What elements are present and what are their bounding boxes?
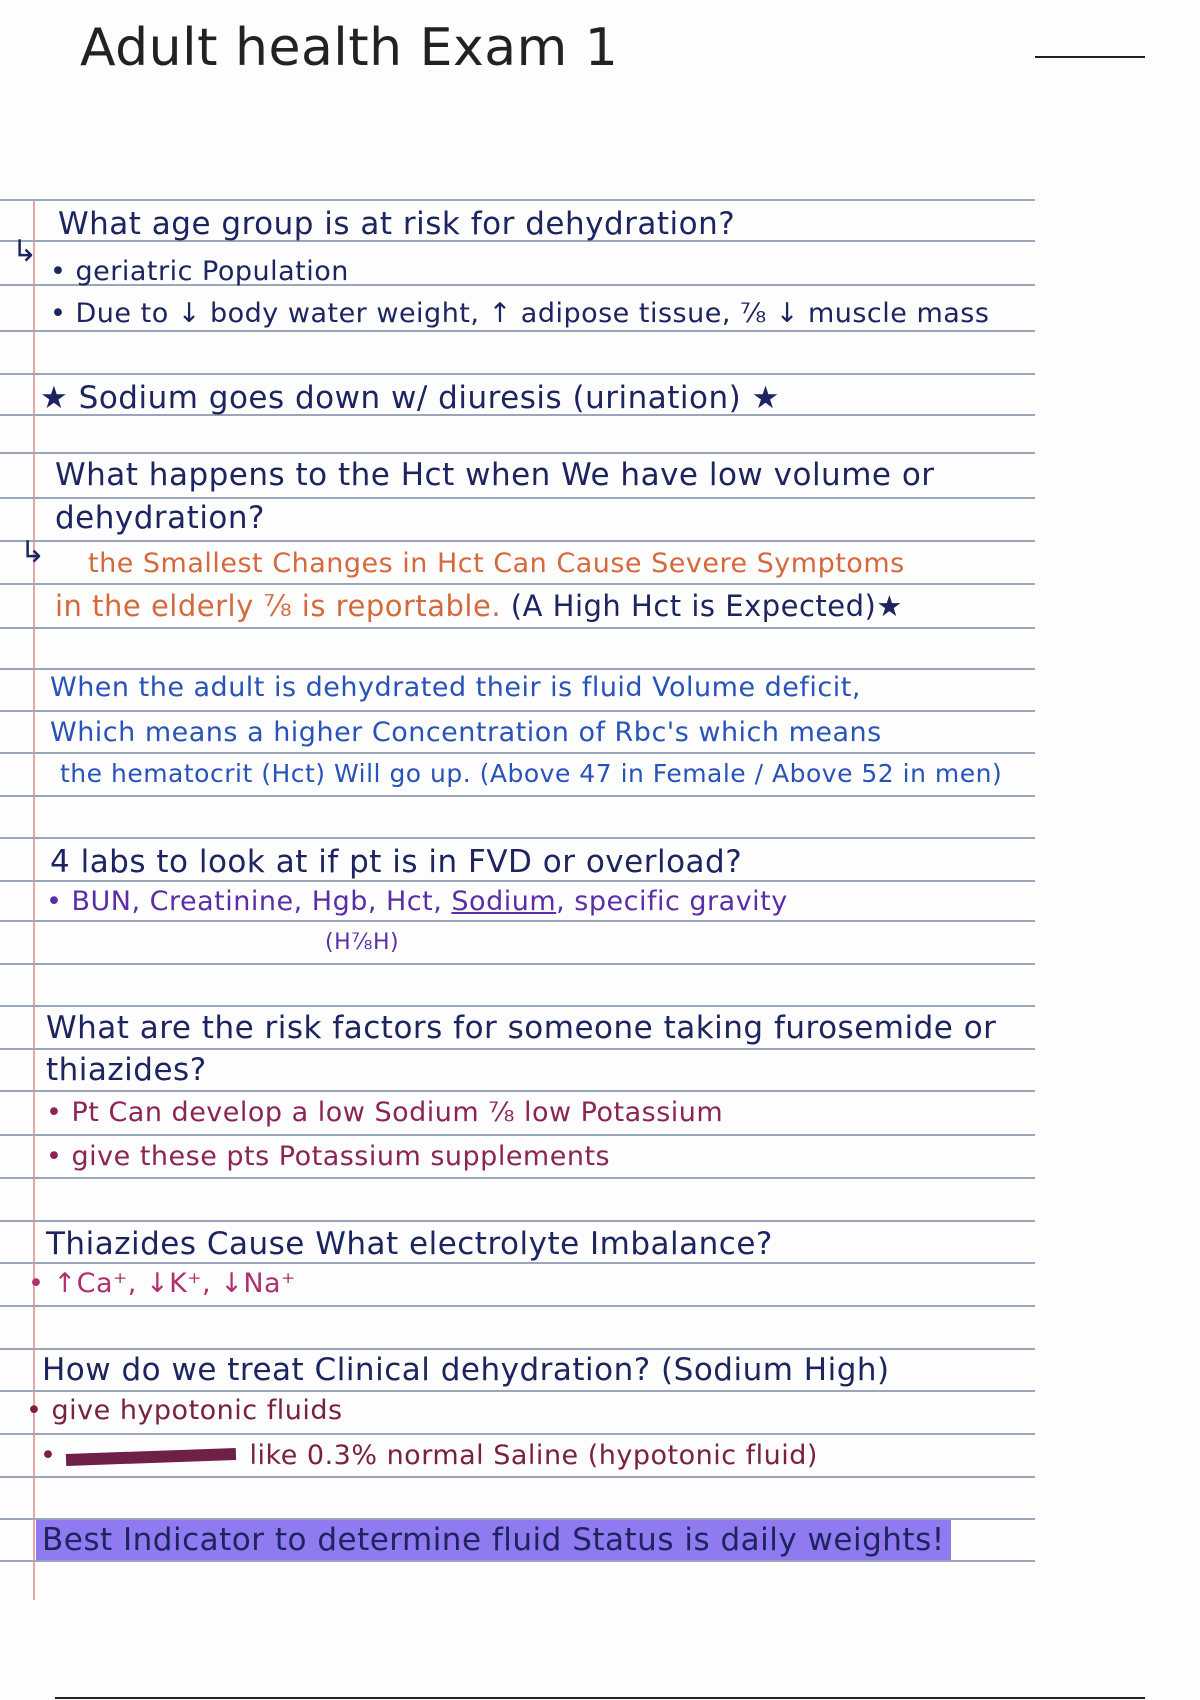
ruled-line (0, 199, 1035, 201)
question-risk-factors-line2: thiazides? (46, 1052, 207, 1088)
answer-low-sodium-potassium: • Pt Can develop a low Sodium ⅞ low Potassium (46, 1097, 724, 1128)
ruled-line (0, 1560, 1035, 1562)
ruled-line (0, 710, 1035, 712)
ruled-line (0, 1090, 1035, 1092)
answer-labs (46, 886, 788, 917)
ruled-line (0, 963, 1035, 965)
ruled-line (0, 1262, 1035, 1264)
ruled-line (0, 837, 1035, 839)
ruled-line (0, 497, 1035, 499)
ruled-line (0, 920, 1035, 922)
answer-labs-suffix: , specific gravity (556, 886, 788, 917)
question-thiazides-imbalance: Thiazides Cause What electrolyte Imbalance? (46, 1226, 773, 1262)
ruled-line (0, 1305, 1035, 1307)
question-risk-factors-line1: What are the risk factors for someone taking furosemide or (46, 1010, 997, 1046)
ruled-line (0, 795, 1035, 797)
ruled-line (0, 583, 1035, 585)
ruled-line (0, 1348, 1035, 1350)
ruled-line (0, 668, 1035, 670)
answer-hct-reportable: in the elderly ⅞ is reportable. (55, 589, 502, 623)
answer-normal-saline-text: like 0.3% normal Saline (hypotonic fluid) (249, 1440, 818, 1471)
answer-hct-expected: (A High Hct is Expected)★ (510, 589, 903, 623)
ruled-line (0, 1134, 1035, 1136)
bottom-rule-mark (55, 1697, 1145, 1699)
page-title: Adult health Exam 1 (80, 18, 619, 78)
answer-electrolytes: • ↑Ca⁺, ↓K⁺, ↓Na⁺ (28, 1268, 296, 1299)
question-four-labs: 4 labs to look at if pt is in FVD or overload? (50, 844, 743, 880)
answer-normal-saline (40, 1440, 818, 1471)
ruled-line (0, 1005, 1035, 1007)
ruled-line (0, 1476, 1035, 1478)
note-dehydrated-line2: Which means a higher Concentration of Rbc's which means (50, 717, 882, 748)
answer-labs-sodium: Sodium (451, 886, 557, 917)
scribble-out-mark (65, 1448, 235, 1466)
ruled-line (0, 627, 1035, 629)
answer-due-to: • Due to ↓ body water weight, ↑ adipose tissue, ⅞ ↓ muscle mass (50, 298, 990, 329)
answer-geriatric: • geriatric Population (50, 256, 349, 287)
ruled-line (0, 452, 1035, 454)
highlighted-best-indicator (36, 1522, 951, 1558)
ruled-line (0, 1177, 1035, 1179)
answer-hct-line2 (55, 589, 903, 623)
question-treat-dehydration: How do we treat Clinical dehydration? (Sodium High) (42, 1352, 890, 1388)
question-dehydration-age: What age group is at risk for dehydration? (58, 206, 736, 242)
best-indicator-text: Best Indicator to determine fluid Status is daily weights! (36, 1520, 951, 1560)
ruled-line (0, 330, 1035, 332)
ruled-line (0, 1220, 1035, 1222)
ruled-line (0, 540, 1035, 542)
answer-hypotonic-fluids: • give hypotonic fluids (26, 1395, 343, 1426)
note-dehydrated-line3: the hematocrit (Hct) Will go up. (Above 47 in Female / Above 52 in men) (60, 759, 1003, 788)
ruled-line (0, 752, 1035, 754)
ruled-line (0, 373, 1035, 375)
note-dehydrated-line1: When the adult is dehydrated their is fluid Volume deficit, (50, 672, 861, 703)
answer-potassium-supplements: • give these pts Potassium supplements (46, 1141, 611, 1172)
ruled-line (0, 1433, 1035, 1435)
question-hct-line1: What happens to the Hct when We have low volume or (55, 457, 935, 493)
answer-labs-prefix: • BUN, Creatinine, Hgb, Hct, (46, 886, 452, 917)
top-rule-mark (1035, 56, 1145, 58)
bullet-dot: • (40, 1440, 66, 1471)
ruled-line (0, 880, 1035, 882)
answer-hct-line1: the Smallest Changes in Hct Can Cause Severe Symptoms (88, 548, 905, 579)
question-hct-line2: dehydration? (55, 500, 265, 536)
bracket-arrow-icon: ↳ (12, 234, 38, 269)
note-sodium-diuresis: ★ Sodium goes down w/ diuresis (urination) ★ (40, 380, 780, 416)
answer-labs-sub: (H⅞H) (325, 930, 400, 955)
bracket-arrow-icon: ↳ (20, 535, 46, 570)
ruled-line (0, 1390, 1035, 1392)
ruled-line (0, 1048, 1035, 1050)
